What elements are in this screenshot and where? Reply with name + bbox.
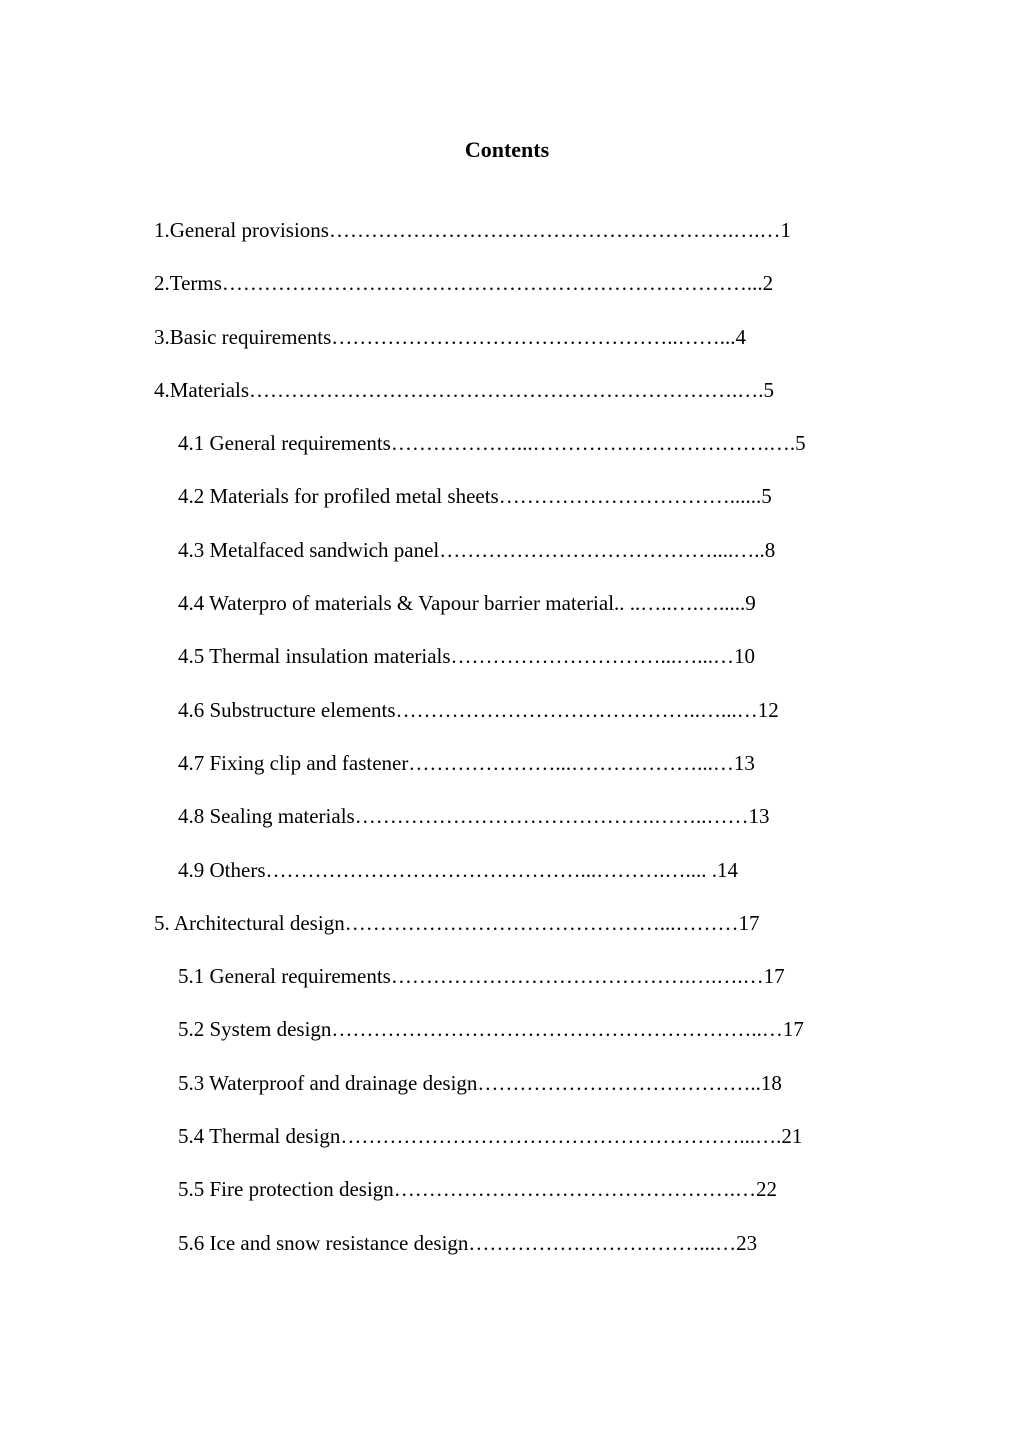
toc-subentry (0, 1069, 1019, 1122)
toc-entry-text: 4.8 Sealing materials…………………………………….……..……13 (178, 804, 770, 829)
toc-entry-text: 4.Materials…………………………………………………………….….5 (154, 377, 775, 402)
toc-entry-text: 5.2 System design……………………………………………………..…17 (178, 1017, 804, 1042)
toc-entry (0, 216, 1019, 269)
toc-entry-text: 1.General provisions………………………………………………….….…1 (154, 218, 791, 242)
toc-entry-text: 4.2 Materials for profiled metal sheets……………………………......5 (178, 484, 772, 509)
toc-subentry (0, 696, 1019, 749)
toc-entry-text: 4.7 Fixing clip and fastener…………………...………………...…13 (178, 750, 755, 775)
toc-entry-text: 3.Basic requirements…………………………………………..……...4 (154, 324, 747, 349)
toc-subentry (0, 482, 1019, 535)
toc-entry (0, 909, 1019, 962)
toc-subentry (0, 802, 1019, 855)
toc-subentry (0, 536, 1019, 589)
toc-entry (0, 376, 1019, 429)
page-title: Contents (464, 137, 550, 162)
toc-entry (0, 269, 1019, 322)
toc-entry-text: 5.1 General requirements…………………………………….….….…17 (178, 964, 785, 989)
toc-entry-text: 5. Architectural design………………………………………...………17 (154, 910, 760, 935)
toc-subentry (0, 749, 1019, 802)
toc-entry-text: 4.5 Thermal insulation materials…………………………...…...…10 (178, 644, 756, 669)
toc-subentry (0, 1229, 1019, 1282)
toc-entry-text: 4.6 Substructure elements……………………………………..…...…12 (178, 697, 779, 722)
toc-subentry (0, 962, 1019, 1015)
toc-subentry (0, 1015, 1019, 1068)
toc-entry (0, 323, 1019, 376)
toc-subentry (0, 429, 1019, 482)
toc-subentry (0, 1175, 1019, 1228)
toc-subentry (0, 589, 1019, 642)
toc-entry-text: 5.5 Fire protection design………………………………………….…22 (178, 1177, 778, 1202)
toc-entry-text: 4.1 General requirements………………...…………………………….….5 (178, 431, 806, 456)
table-of-contents (0, 216, 1019, 1282)
toc-subentry (0, 642, 1019, 695)
toc-entry-text: 4.9 Others………………………………………...……….….... .14 (178, 857, 738, 882)
toc-subentry (0, 1122, 1019, 1175)
toc-entry-text: 5.3 Waterproof and drainage design…………………………………..18 (178, 1070, 782, 1095)
toc-entry-text: 4.4 Waterpro of materials & Vapour barrier material.. ..…..….….....9 (178, 591, 756, 616)
toc-entry-text: 5.6 Ice and snow resistance design……………………………...…23 (178, 1230, 758, 1255)
toc-subentry (0, 856, 1019, 909)
toc-entry-text: 4.3 Metalfaced sandwich panel…………………………………....…..8 (178, 537, 776, 562)
toc-entry-text: 5.4 Thermal design…………………………………………………...….21 (178, 1124, 803, 1149)
toc-entry-text: 2.Terms…………………………………………………………………...2 (154, 271, 774, 296)
